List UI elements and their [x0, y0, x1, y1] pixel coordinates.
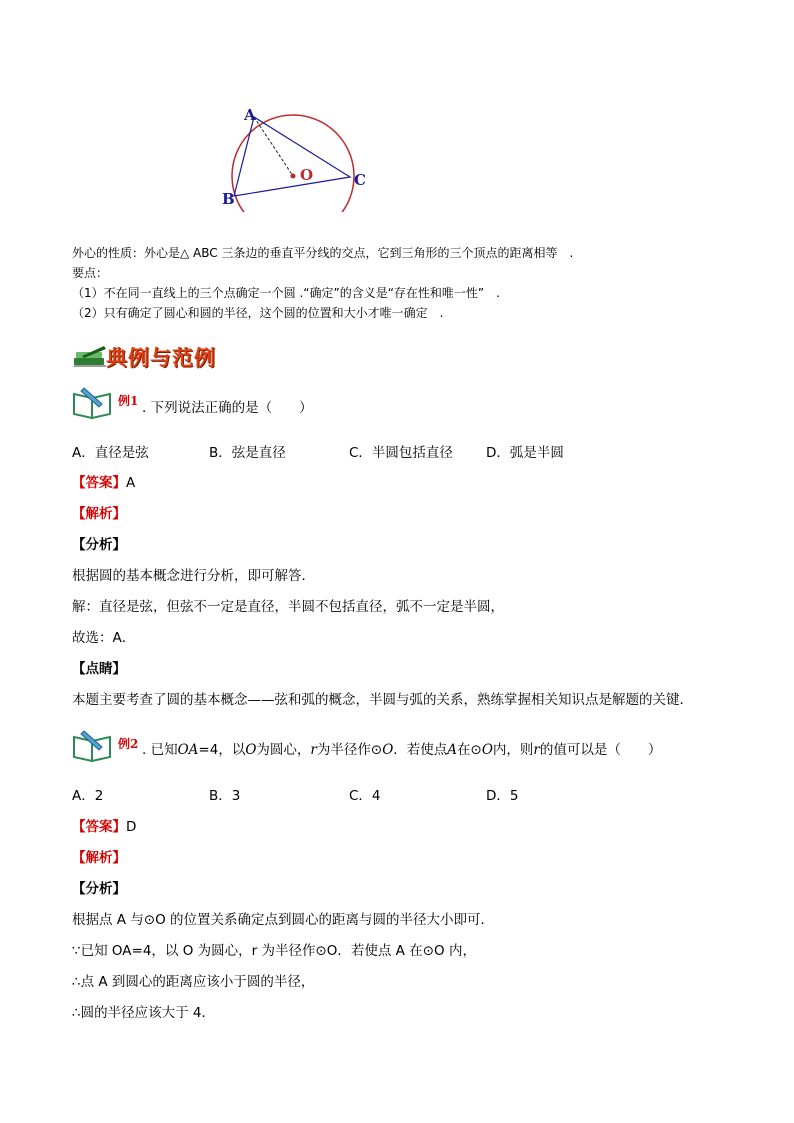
circumcircle-diagram	[214, 100, 384, 212]
example-2-answer	[72, 815, 136, 835]
label-c: C	[354, 171, 366, 189]
example-1-option-b: B．弦是直径	[209, 445, 286, 461]
example-1-fenxi-tag: 【分析】	[72, 537, 126, 553]
answer-tag: 【答案】	[72, 475, 126, 491]
section-title: 典例与范例	[106, 345, 216, 370]
example-2-label: 例2	[118, 737, 139, 751]
label-a: A	[244, 106, 256, 124]
example-1-option-a: A．直径是弦	[72, 445, 149, 461]
example-1-option-c: C．半圆包括直径	[349, 445, 453, 461]
radius-oa	[254, 117, 293, 176]
example-2-option-c: C．4	[349, 788, 381, 804]
example-1-fenxi: 根据圆的基本概念进行分析，即可解答．	[72, 568, 315, 584]
example-1-comment-tag: 【点睛】	[72, 661, 126, 677]
books-icon	[72, 344, 108, 370]
example-2-option-b: B．3	[209, 788, 241, 804]
example-1-answer	[72, 471, 135, 491]
answer-value: A	[126, 475, 136, 491]
example-2-analysis-tag: 【解析】	[72, 850, 126, 866]
book-pencil-icon	[72, 729, 116, 763]
key-point-1: （1）不在同一直线上的三个点确定一个圆 .“确定”的含义是“存在性和唯一性” .	[72, 286, 500, 300]
example-2-option-d: D．5	[486, 788, 519, 804]
example-2-step-3: ∴圆的半径应该大于 4．	[72, 1005, 215, 1021]
label-o: O	[300, 166, 314, 184]
example-1-comment: 本题主要考查了圆的基本概念——弦和弧的概念，半圆与弧的关系，熟练掌握相关知识点是解题的关键．	[72, 692, 693, 708]
example-1-solution: 解：直径是弦，但弦不一定是直径，半圆不包括直径，弧不一定是半圆，	[72, 599, 504, 615]
label-b: B	[222, 190, 235, 208]
section-banner	[72, 340, 272, 370]
circumcircle-figure	[214, 100, 384, 212]
answer-value: D	[126, 819, 137, 835]
example-2-step-1: ∵已知 OA=4，以 O 为圆心，r 为半径作⊙O．若使点 A 在⊙O 内，	[72, 943, 476, 959]
example-1-analysis-tag: 【解析】	[72, 506, 126, 522]
answer-tag: 【答案】	[72, 819, 126, 835]
example-2-question: . 已知OA=4，以O为圆心，r为半径作⊙O．若使点A在⊙O内，则r的值可以是（ ）	[142, 742, 662, 758]
example-2-fenxi-tag: 【分析】	[72, 881, 126, 897]
example-1-question: . 下列说法正确的是（ ）	[142, 400, 313, 416]
key-point-2: （2）只有确定了圆心和圆的半径，这个圆的位置和大小才唯一确定 .	[72, 306, 444, 320]
example-1-label: 例1	[118, 394, 139, 408]
example-1-choice: 故选：A．	[72, 630, 136, 646]
example-2-fenxi: 根据点 A 与⊙O 的位置关系确定点到圆心的距离与圆的半径大小即可．	[72, 912, 495, 928]
example-1-option-d: D．弧是半圆	[486, 445, 564, 461]
book-pencil-icon	[72, 386, 116, 420]
key-points-title: 要点：	[72, 266, 109, 280]
example-2-step-2: ∴点 A 到圆心的距离应该小于圆的半径，	[72, 974, 315, 990]
property-text: 外心的性质：外心是△ ABC 三条边的垂直平分线的交点，它到三角形的三个顶点的距离相等 .	[72, 246, 574, 260]
center-point	[291, 174, 296, 179]
example-2-option-a: A．2	[72, 788, 104, 804]
